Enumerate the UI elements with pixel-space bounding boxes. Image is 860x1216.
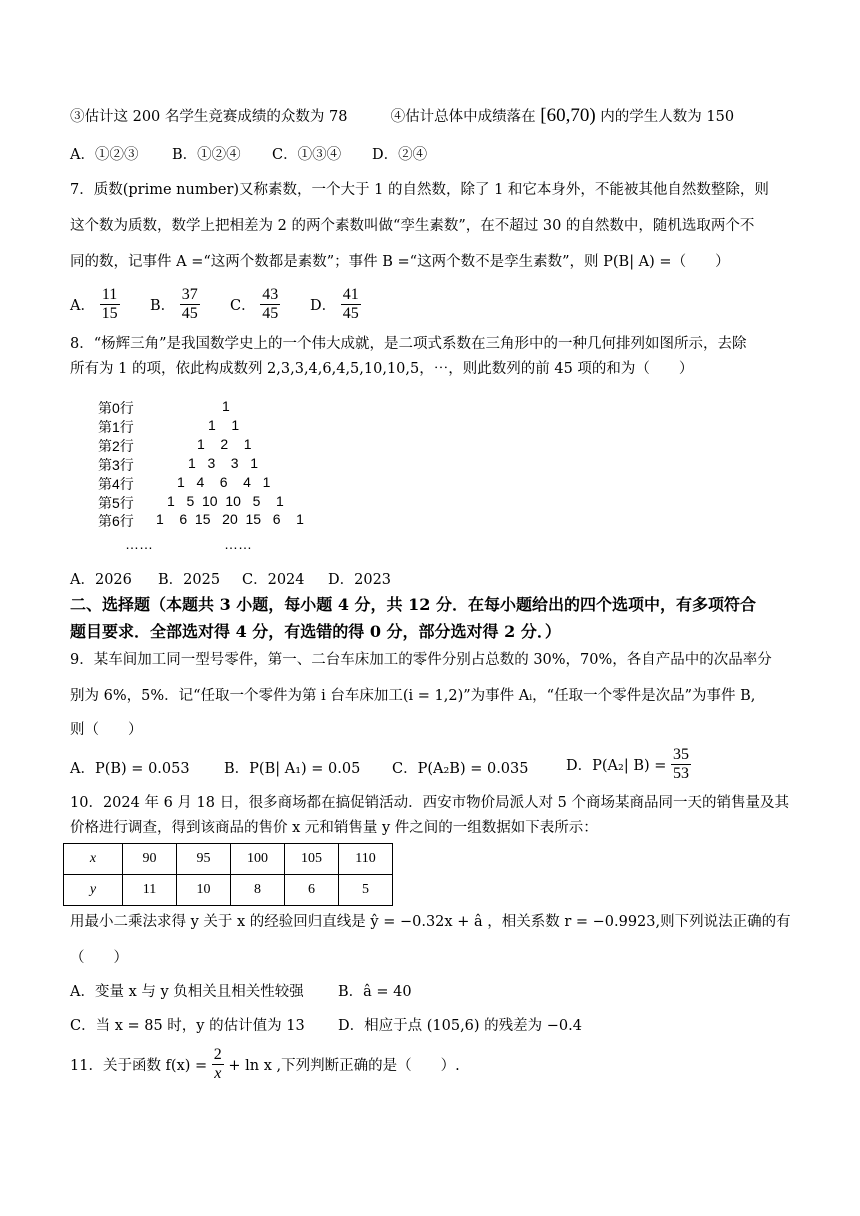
q11-fraction	[212, 1046, 224, 1083]
q7-option-b-num: 37	[181, 286, 198, 303]
q7-line-3: 同的数，记事件 A =“这两个数都是素数”；事件 B =“这两个数不是孪生素数”，则 P(B| A) =（ ）	[70, 254, 730, 270]
triangle-row-label: 第4行	[98, 476, 134, 492]
table-cell: 105	[285, 844, 339, 875]
table-header-x: x	[64, 844, 123, 875]
triangle-row-label: 第2行	[98, 438, 134, 454]
table-cell: 11	[123, 875, 177, 906]
q9-option-d	[566, 746, 691, 783]
q6-option-d: D．②④	[372, 147, 428, 163]
q7-option-c-label: C．	[230, 298, 256, 314]
q7-line-2: 这个数为质数，数学上把相差为 2 的两个素数叫做“孪生素数”，在不超过 30 的自然数中，随机选取两个不	[70, 218, 755, 234]
q10-option-b: B．â = 40	[338, 984, 412, 1000]
q8-line-1: 8．“杨辉三角”是我国数学史上的一个伟大成就，是二项式系数在三角形中的一种几何排列如图所示，去除	[70, 336, 747, 352]
triangle-row-label: 第3行	[98, 457, 134, 473]
q7-option-c-num: 43	[262, 286, 279, 303]
q6-option-a: A．①②③	[70, 147, 139, 163]
q7-option-d-den: 45	[342, 305, 359, 322]
q7-option-d	[310, 286, 361, 323]
q7-option-a	[70, 286, 120, 323]
triangle-row-values: 1 6 15 20 15 6 1	[156, 511, 304, 527]
table-header-y: y	[64, 875, 123, 906]
q7-option-c	[230, 286, 280, 323]
q9-option-b: B．P(B| A₁) = 0.05	[224, 761, 361, 777]
table-cell: 8	[231, 875, 285, 906]
q6-stmt3: ③估计这 200 名学生竞赛成绩的众数为 78	[70, 109, 348, 125]
q6-statement-3-4	[70, 106, 734, 127]
q6-stmt4-pre: ④估计总体中成绩落在	[390, 109, 536, 125]
triangle-row-label: 第1行	[98, 419, 134, 435]
table-cell: 5	[339, 875, 393, 906]
table-cell: 100	[231, 844, 285, 875]
q10-line-4: （ ）	[70, 950, 128, 966]
q7-option-b-den: 45	[181, 305, 198, 322]
q10-option-c: C．当 x = 85 时，y 的估计值为 13	[70, 1018, 305, 1034]
q9-option-d-den: 53	[673, 765, 689, 782]
q8-option-b: B．2025	[158, 572, 221, 588]
table-cell: 10	[177, 875, 231, 906]
triangle-ellipsis-right: ……	[224, 536, 252, 552]
triangle-row-values: 1 1	[208, 417, 240, 433]
q9-option-d-pre: D．P(A₂| B) =	[566, 758, 667, 774]
table-row-y	[64, 875, 393, 906]
q7-option-a-fraction	[100, 286, 120, 323]
q11-den: x	[214, 1065, 222, 1082]
q9-option-d-fraction	[671, 746, 691, 783]
q7-line-1: 7．质数(prime number)又称素数，一个大于 1 的自然数，除了 1 和它本身外，不能被其他自然数整除，则	[70, 182, 769, 198]
q7-option-a-label: A．	[70, 298, 95, 314]
q7-option-a-num: 11	[100, 286, 120, 305]
section2-heading-line-1: 二、选择题（本题共 3 小题，每小题 4 分，共 12 分．在每小题给出的四个选项中，有多项符合	[70, 595, 756, 614]
q10-line-1: 10．2024 年 6 月 18 日，很多商场都在搞促销活动．西安市物价局派人对 5 个商场某商品同一天的销售量及其	[70, 795, 790, 811]
q9-line-1: 9．某车间加工同一型号零件，第一、二台车床加工的零件分别占总数的 30%，70%，各自产品中的次品率分	[70, 652, 772, 668]
triangle-row-values: 1 2 1	[197, 436, 252, 452]
triangle-row-values: 1	[222, 398, 230, 414]
q7-option-c-den: 45	[262, 305, 279, 322]
q8-option-a: A．2026	[70, 572, 132, 588]
triangle-ellipsis-left: ……	[125, 536, 153, 552]
section2-heading-line-2: 题目要求．全部选对得 4 分，有选错的得 0 分，部分选对得 2 分．）	[70, 622, 561, 641]
q7-option-b-fraction	[180, 286, 200, 323]
q11-pre: 11．关于函数 f(x) =	[70, 1058, 208, 1074]
q8-line-2: 所有为 1 的项，依此构成数列 2,3,3,4,6,4,5,10,10,5，⋯，则此数列的前 45 项的和为（ ）	[70, 361, 694, 377]
table-cell: 6	[285, 875, 339, 906]
q9-line-2: 别为 6%，5%．记“任取一个零件为第 i 台车床加工(i = 1,2)”为事件 Aᵢ，“任取一个零件是次品”为事件 B,	[70, 688, 756, 704]
q11-num: 2	[213, 1046, 222, 1063]
q9-line-3: 则（ ）	[70, 722, 143, 738]
table-cell: 90	[123, 844, 177, 875]
table-cell: 110	[339, 844, 393, 875]
q10-option-a: A．变量 x 与 y 负相关且相关性较强	[70, 984, 304, 1000]
q7-option-a-den: 15	[101, 305, 118, 322]
q6-stmt4-interval: [60,70)	[540, 105, 596, 126]
q10-line-3: 用最小二乘法求得 y 关于 x 的经验回归直线是 ŷ = −0.32x + â ，相关系数 r = −0.9923,则下列说法正确的有	[70, 914, 791, 930]
q6-option-b: B．①②④	[172, 147, 241, 163]
q6-stmt4-post: 内的学生人数为 150	[600, 109, 735, 125]
table-row-x	[64, 844, 393, 875]
q8-option-d: D．2023	[328, 572, 392, 588]
q9-option-a: A．P(B) = 0.053	[70, 761, 190, 777]
triangle-row-values: 1 3 3 1	[188, 455, 259, 471]
q7-option-d-num: 41	[342, 286, 359, 303]
q6-option-c: C．①③④	[272, 147, 342, 163]
q10-line-2: 价格进行调查，得到该商品的售价 x 元和销售量 y 件之间的一组数据如下表所示：	[70, 820, 598, 836]
q11-post: + ln x ,下列判断正确的是（ ）.	[228, 1058, 460, 1074]
q8-option-c: C．2024	[242, 572, 305, 588]
triangle-row-label: 第5行	[98, 495, 134, 511]
q7-option-c-fraction	[260, 286, 280, 323]
q11-line	[70, 1046, 460, 1083]
q7-option-b-label: B．	[150, 298, 176, 314]
q9-option-c: C．P(A₂B) = 0.035	[392, 761, 529, 777]
table-cell: 95	[177, 844, 231, 875]
q7-option-d-label: D．	[310, 298, 337, 314]
triangle-row-label: 第6行	[98, 513, 134, 529]
price-sales-table	[63, 843, 393, 906]
q7-option-d-fraction	[341, 286, 361, 323]
triangle-row-values: 1 4 6 4 1	[177, 474, 271, 490]
q9-option-d-num: 35	[673, 746, 689, 763]
triangle-row-values: 1 5 10 10 5 1	[167, 493, 284, 509]
q10-option-d: D．相应于点 (105,6) 的残差为 −0.4	[338, 1018, 582, 1034]
q7-option-b	[150, 286, 200, 323]
triangle-row-label: 第0行	[98, 400, 134, 416]
